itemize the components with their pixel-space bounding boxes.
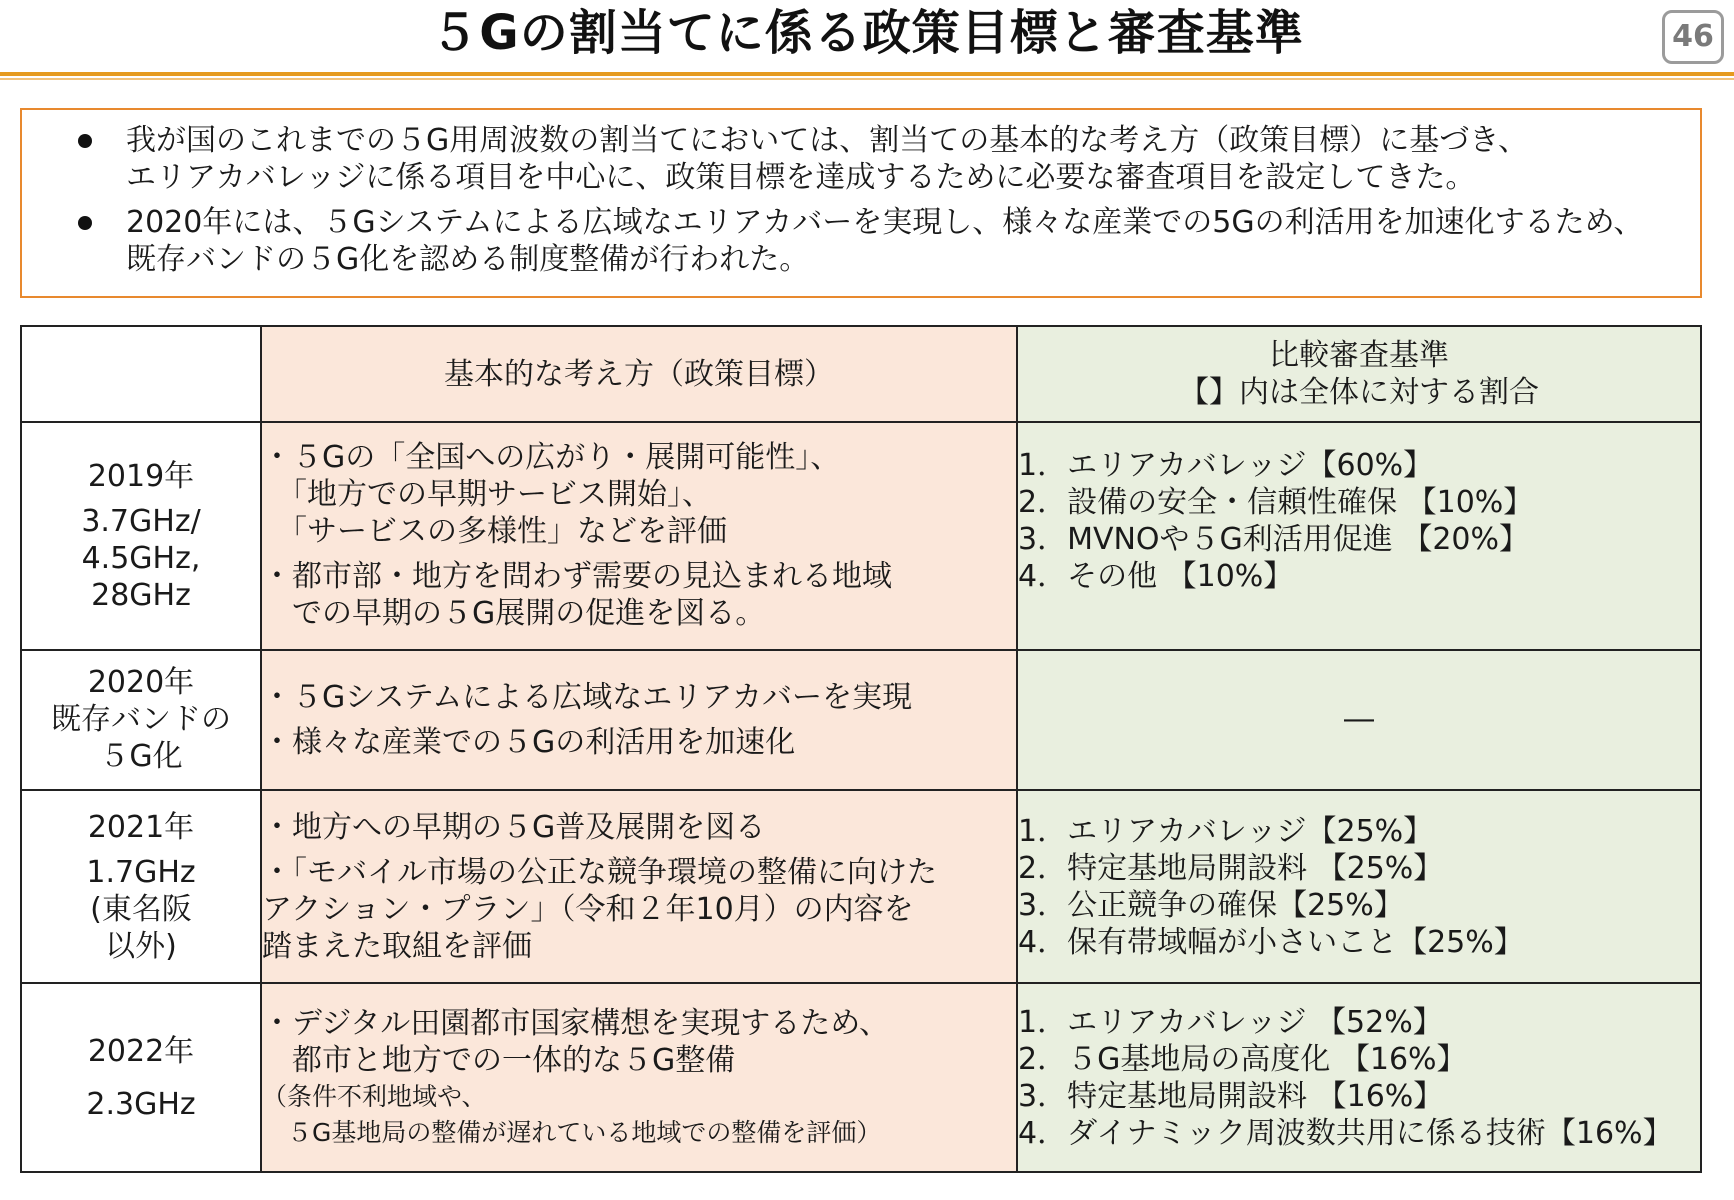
policy-line: 都市と地方での一体的な５G整備 xyxy=(262,1042,736,1078)
policy-line: での早期の５G展開の促進を図る。 xyxy=(262,596,766,632)
title-divider-thin xyxy=(0,78,1734,80)
policy-line: 踏まえた取組を評価 xyxy=(262,928,532,964)
policy-line: ・「モバイル市場の公正な競争環境の整備に向けた xyxy=(262,854,937,890)
band-label: 以外) xyxy=(105,928,177,964)
bullet-dot-icon xyxy=(78,134,92,148)
band-label: 3.7GHz/ xyxy=(81,503,201,539)
band-label: 既存バンドの xyxy=(51,702,231,738)
year-cell xyxy=(21,650,261,791)
policy-line: ・都市部・地方を問わず需要の見込まれる地域 xyxy=(262,559,892,595)
policy-cell xyxy=(261,790,1017,983)
criteria-line: 2．特定基地局開設料 【25%】 xyxy=(1018,850,1444,886)
year-label: 2022年 xyxy=(87,1033,195,1069)
criteria-line: 4．その他 【10%】 xyxy=(1018,558,1294,594)
summary-line: エリアカバレッジに係る項目を中心に、政策目標を達成するために必要な審査項目を設定してきた。 xyxy=(126,160,1476,195)
criteria-cell xyxy=(1017,983,1701,1172)
summary-box xyxy=(20,108,1702,298)
header-criteria-cell xyxy=(1017,326,1701,422)
criteria-line: 3．公正競争の確保【25%】 xyxy=(1018,887,1404,923)
criteria-line: 4．保有帯域幅が小さいこと【25%】 xyxy=(1018,924,1524,960)
criteria-line: 3．MVNOや５G利活用促進 【20%】 xyxy=(1018,521,1530,557)
year-cell xyxy=(21,790,261,983)
criteria-line: 1．エリアカバレッジ【25%】 xyxy=(1018,813,1434,849)
table-row-2021 xyxy=(21,790,1701,983)
table-row-2019 xyxy=(21,422,1701,649)
band-label: 4.5GHz, xyxy=(81,540,201,576)
header-criteria-note: 【】内は全体に対する割合 xyxy=(1179,375,1539,411)
summary-line: 2020年には、５Gシステムによる広域なエリアカバーを実現し、様々な産業での5Gの利活用を加速化するため、 xyxy=(126,205,1644,240)
policy-note-line: ５G基地局の整備が遅れている地域での整備を評価） xyxy=(262,1117,882,1147)
criteria-line: 2．５G基地局の高度化 【16%】 xyxy=(1018,1041,1467,1077)
header-year-cell xyxy=(21,326,261,422)
table-row-2022 xyxy=(21,983,1701,1172)
policy-line: 「地方での早期サービス開始」、 xyxy=(262,477,712,513)
band-label: 28GHz xyxy=(91,577,191,613)
page-number: 46 xyxy=(1662,10,1724,64)
criteria-line: 1．エリアカバレッジ【60%】 xyxy=(1018,447,1434,483)
band-label: ５G化 xyxy=(99,739,183,775)
title-divider xyxy=(0,72,1734,76)
summary-line: 既存バンドの５G化を認める制度整備が行われた。 xyxy=(126,242,810,277)
bullet-dot-icon xyxy=(78,216,92,230)
criteria-dash: ― xyxy=(1344,702,1374,738)
policy-cell xyxy=(261,650,1017,791)
criteria-cell xyxy=(1017,650,1701,791)
header-policy-label: 基本的な考え方（政策目標） xyxy=(444,356,834,392)
policy-cell xyxy=(261,983,1017,1172)
policy-note-line: （条件不利地域や、 xyxy=(262,1081,487,1111)
criteria-cell xyxy=(1017,790,1701,983)
policy-line: ・デジタル田園都市国家構想を実現するため、 xyxy=(262,1005,889,1041)
table-header-row xyxy=(21,326,1701,422)
criteria-line: 3．特定基地局開設料 【16%】 xyxy=(1018,1078,1444,1114)
criteria-cell xyxy=(1017,422,1701,649)
year-cell xyxy=(21,983,261,1172)
policy-line: 「サービスの多様性」などを評価 xyxy=(262,514,727,550)
page-title: ５Gの割当てに係る政策目標と審査基準 xyxy=(430,5,1304,61)
header-criteria-label: 比較審査基準 xyxy=(1269,338,1449,374)
summary-line: 我が国のこれまでの５G用周波数の割当てにおいては、割当ての基本的な考え方（政策目標）に基づき、 xyxy=(126,123,1529,158)
policy-line: ・５Gの「全国への広がり・展開可能性」、 xyxy=(262,440,841,476)
year-label: 2021年 xyxy=(87,809,195,845)
policy-line: ・５Gシステムによる広域なエリアカバーを実現 xyxy=(262,679,912,715)
policy-line: ・様々な産業での５Gの利活用を加速化 xyxy=(262,724,796,760)
policy-table xyxy=(20,325,1702,1173)
criteria-line: 1．エリアカバレッジ 【52%】 xyxy=(1018,1004,1443,1040)
table-row-2020 xyxy=(21,650,1701,791)
year-label: 2019年 xyxy=(87,458,195,494)
band-label: 1.7GHz xyxy=(86,854,196,890)
band-label: (東名阪 xyxy=(90,891,192,927)
policy-line: アクション・プラン」（令和２年10月）の内容を xyxy=(262,891,914,927)
year-label: 2020年 xyxy=(87,665,195,701)
policy-cell xyxy=(261,422,1017,649)
criteria-line: 4．ダイナミック周波数共用に係る技術【16%】 xyxy=(1018,1115,1673,1151)
year-cell xyxy=(21,422,261,649)
band-label: 2.3GHz xyxy=(86,1086,196,1122)
policy-line: ・地方への早期の５G普及展開を図る xyxy=(262,809,766,845)
criteria-line: 2．設備の安全・信頼性確保 【10%】 xyxy=(1018,484,1534,520)
header-policy-cell xyxy=(261,326,1017,422)
